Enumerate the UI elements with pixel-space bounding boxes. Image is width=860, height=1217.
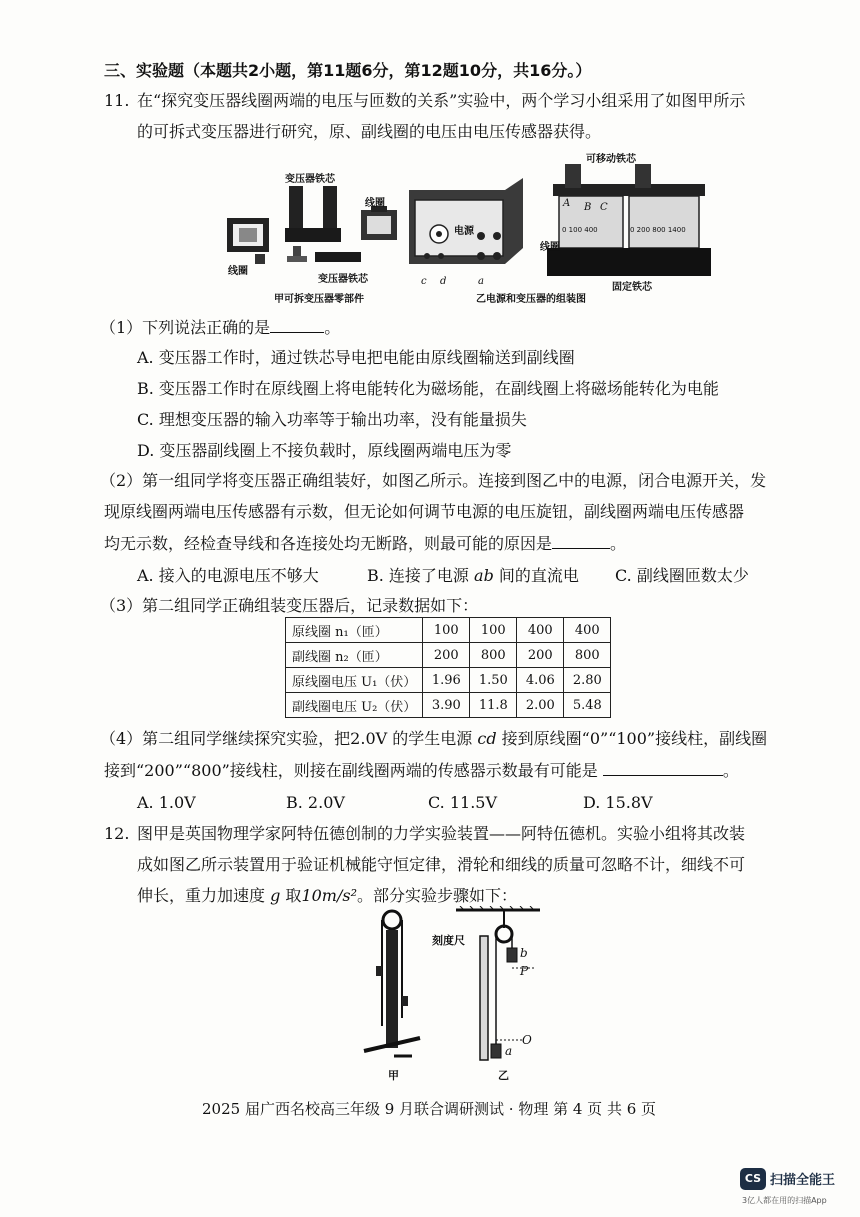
q11-p1-stem: （1）下列说法正确的是 。: [100, 314, 340, 341]
q11-p4-option-c: C. 11.5V: [428, 793, 498, 812]
table-row-label: 副线圈电压 U₂（伏）: [286, 693, 423, 718]
page-footer: 2025 届广西名校高三年级 9 月联合调研测试 · 物理 第 4 页 共 6 页: [202, 1100, 657, 1118]
label-d: d: [440, 276, 447, 287]
coil-right-drawing: [361, 206, 397, 240]
q11-p2-option-a: A. 接入的电源电压不够大: [137, 566, 319, 585]
table-cell: 800: [564, 643, 611, 668]
table-row: [286, 618, 611, 643]
table-cell: 400: [517, 618, 564, 643]
q11-p4-line2: 接到“200”“800”接线柱，则接在副线圈两端的传感器示数最有可能是 。: [104, 757, 739, 784]
table-cell: 11.8: [470, 693, 517, 718]
coil-left-drawing: [227, 218, 269, 264]
q11-p4-option-b: B. 2.0V: [286, 793, 345, 812]
table-cell: 800: [470, 643, 517, 668]
q11-p2-option-c: C. 副线圈匝数太少: [615, 566, 749, 585]
scale-left: 0 100 400: [562, 226, 598, 234]
label-fixed-core: 固定铁芯: [612, 282, 652, 293]
q11-stem-line1: 在“探究变压器线圈两端的电压与匝数的关系”实验中，两个学习小组采用了如图甲所示: [137, 91, 746, 110]
label-core-bottom: 变压器铁芯: [318, 274, 368, 285]
q11-p4-option-d: D. 15.8V: [583, 793, 653, 812]
table-cell: 4.06: [517, 668, 564, 693]
table-cell: 200: [423, 643, 470, 668]
data-table: [285, 617, 611, 718]
label-b: b: [520, 946, 528, 960]
table-cell: 2.00: [517, 693, 564, 718]
caption-jia-12: 甲: [388, 1069, 399, 1082]
answer-blank-1[interactable]: [270, 314, 324, 333]
q11-number: 11.: [104, 91, 130, 110]
label-movable-core: 可移动铁芯: [586, 154, 636, 165]
label-c: c: [421, 276, 427, 287]
table-cell: 100: [423, 618, 470, 643]
label-power: 电源: [454, 226, 474, 237]
label-coil-top: 线圈: [365, 198, 385, 209]
q11-p2-option-b: B. 连接了电源 ab 间的直流电: [367, 566, 579, 585]
q11-p4-line1: （4）第二组同学继续探究实验，把2.0V 的学生电源 cd 接到原线圈“0”“100”接线柱，副线圈: [100, 729, 768, 748]
answer-blank-2[interactable]: [552, 530, 610, 549]
u-core-drawing: [285, 186, 341, 262]
caption-yi-1: 乙电源和变压器的组装图: [476, 294, 586, 305]
table-cell: 200: [517, 643, 564, 668]
table-cell: 400: [564, 618, 611, 643]
q11-p1-option-a: A. 变压器工作时，通过铁芯导电把电能由原线圈输送到副线圈: [137, 348, 575, 367]
q11-p4-option-a: A. 1.0V: [137, 793, 196, 812]
q12-line1: 图甲是英国物理学家阿特伍德创制的力学实验装置——阿特伍德机。实验小组将其改装: [137, 824, 746, 843]
assembled-transformer-drawing: [547, 164, 711, 276]
bar-core-drawing: [315, 252, 361, 262]
q12-line2: 成如图乙所示装置用于验证机械能守恒定律，滑轮和细线的质量可忽略不计，细线不可: [137, 855, 746, 874]
q11-p1-option-b: B. 变压器工作时在原线圈上将电能转化为磁场能，在副线圈上将磁场能转化为电能: [137, 379, 719, 398]
table-cell: 3.90: [423, 693, 470, 718]
label-B: B: [584, 202, 592, 213]
table-row-label: 原线圈 n₁（匝）: [286, 618, 423, 643]
q11-p1-option-d: D. 变压器副线圈上不接负载时，原线圈两端电压为零: [137, 441, 512, 460]
q11-p1-option-c: C. 理想变压器的输入功率等于输出功率，没有能量损失: [137, 410, 527, 429]
label-coil-bottom: 线圈: [228, 266, 248, 277]
label-core: 变压器铁芯: [285, 174, 335, 185]
caption-jia-1: 甲可拆变压器零部件: [274, 294, 364, 305]
table-cell: 100: [470, 618, 517, 643]
q12-number: 12.: [104, 824, 130, 843]
q11-p3-stem: （3）第二组同学正确组装变压器后，记录数据如下：: [100, 596, 479, 615]
label-coil-right: 线圈: [540, 242, 560, 253]
label-a-12: a: [505, 1044, 513, 1058]
table-row-label: 副线圈 n₂（匝）: [286, 643, 423, 668]
power-supply-drawing: [409, 178, 523, 264]
table-cell: 5.48: [564, 693, 611, 718]
scanner-app-name: 扫描全能王: [770, 1173, 836, 1188]
q11-p2-line2: 现原线圈两端电压传感器有示数，但无论如何调节电源的电压旋钮，副线圈两端电压传感器: [104, 502, 745, 521]
label-C: C: [600, 202, 608, 213]
scanner-slogan: 3亿人都在用的扫描App: [742, 1196, 827, 1205]
q11-p2-line1: （2）第一组同学将变压器正确组装好，如图乙所示。连接到图乙中的电源，闭合电源开关，发: [100, 471, 767, 490]
scanner-logo-icon: CS: [740, 1168, 766, 1190]
scale-right: 0 200 800 1400: [630, 226, 686, 234]
q11-stem-line2: 的可拆式变压器进行研究，原、副线圈的电压由电压传感器获得。: [137, 122, 602, 141]
table-row: [286, 668, 611, 693]
table-cell: 1.96: [423, 668, 470, 693]
table-cell: 1.50: [470, 668, 517, 693]
section-title: 三、实验题（本题共2小题，第11题6分，第12题10分，共16分。）: [104, 61, 592, 80]
table-row: [286, 693, 611, 718]
caption-yi-12: 乙: [498, 1069, 509, 1082]
table-row-label: 原线圈电压 U₁（伏）: [286, 668, 423, 693]
label-ruler: 刻度尺: [432, 934, 465, 947]
answer-blank-4[interactable]: [603, 757, 723, 776]
label-a: a: [478, 276, 484, 287]
q11-p2-line3: 均无示数，经检查导线和各连接处均无断路，则最可能的原因是 。: [104, 530, 626, 557]
table-cell: 2.80: [564, 668, 611, 693]
label-A: A: [563, 198, 571, 209]
label-O: O: [522, 1033, 532, 1047]
atwood-machine-drawing: [364, 911, 420, 1056]
label-P: P: [520, 964, 529, 978]
table-row: [286, 643, 611, 668]
q12-line3: 伸长，重力加速度 g 取10m/s²。部分实验步骤如下：: [137, 886, 517, 905]
